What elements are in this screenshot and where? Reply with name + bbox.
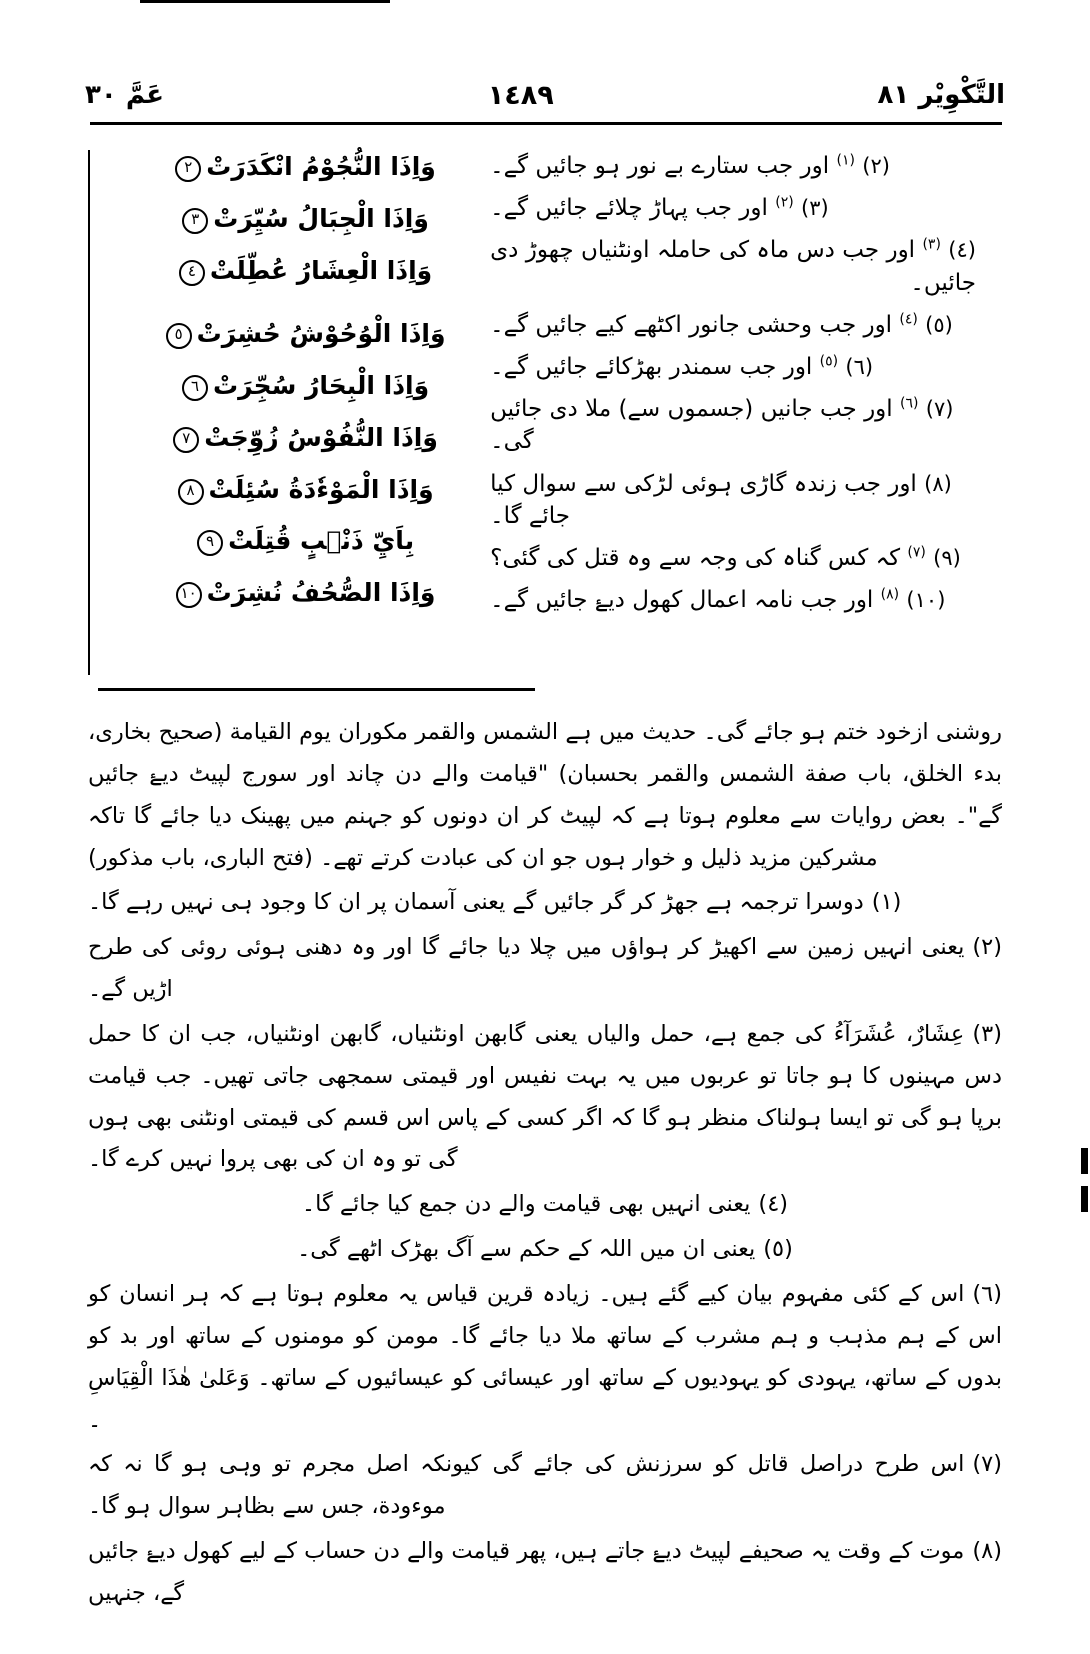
footnote-item	[88, 1274, 1002, 1441]
ayah-number: ٩	[197, 530, 223, 556]
ayah-number: ١٠	[176, 582, 202, 608]
translation-text: اور جب زندہ گاڑی ہوئی لڑکی سے سوال کیا جائے گا۔	[490, 470, 917, 529]
verse-translation-block	[88, 150, 1002, 675]
footnote-item	[88, 1229, 1002, 1271]
footnote-marker: (٢)	[972, 934, 1002, 961]
translation-verse-ref: (٧)	[925, 397, 954, 422]
commentary-divider	[98, 688, 535, 691]
footnote-text: دوسرا ترجمہ ہے جھڑ کر گر جائیں گے یعنی آسمان پر ان کا وجود ہی نہیں رہے گا۔	[88, 889, 864, 916]
translation-verse-ref: (٢)	[862, 154, 890, 178]
footnote-marker: (٤)	[758, 1191, 789, 1218]
footnote-marker: (٦)	[972, 1280, 1002, 1307]
translation-verse-ref: (٨)	[924, 471, 952, 496]
ayah-number: ٥	[166, 323, 192, 349]
translation-text: اور جب پہاڑ چلائے جائیں گے۔	[490, 195, 768, 222]
translation-text: اور جب جانیں (جسموں سے) ملا دی جائیں گی۔	[490, 396, 893, 455]
ayah-number: ٧	[173, 427, 199, 453]
ayah-text: وَاِذَا النُّجُوْمُ انْكَدَرَتْ	[206, 152, 436, 181]
translation-text: کہ کس گناہ کی وجہ سے وہ قتل کی گئی؟	[490, 544, 901, 571]
translation-row	[490, 192, 976, 224]
ayah-text: وَاِذَا الْمَوْءٗدَةُ سُئِلَتْ	[208, 474, 434, 504]
footnote-text: یعنی انہیں بھی قیامت والے دن جمع کیا جائے گا۔	[301, 1191, 751, 1218]
arabic-verses-column	[88, 150, 490, 675]
translation-row	[490, 309, 976, 341]
footnote-text: یعنی انہیں زمین سے اکھیڑ کر ہواؤں میں چلا دیا جائے گا اور وہ دھنی ہوئی روئی کی طرح اڑیں گے۔	[88, 934, 965, 1003]
running-header	[85, 72, 1005, 118]
translation-verse-ref: (٩)	[933, 545, 961, 570]
ayah-text: بِاَيِّ ذَنْۢبٍ قُتِلَتْ	[228, 526, 415, 556]
ayah-number: ٢	[175, 156, 201, 182]
footnote-item	[88, 1014, 1002, 1181]
footnote-marker: (٨)	[972, 1538, 1002, 1565]
translation-text: اور جب سمندر بھڑکائے جائیں گے۔	[490, 353, 813, 380]
translation-row	[490, 542, 976, 574]
translation-row	[490, 468, 976, 532]
ayah-text: وَاِذَا الْبِحَارُ سُجِّرَتْ	[213, 371, 430, 400]
translation-footnote-ref: (٥)	[819, 353, 839, 370]
translation-footnote-ref: (٧)	[907, 544, 926, 561]
footnote-item	[88, 927, 1002, 1011]
header-surah-label: التَّكْوِيْر ٨١	[877, 79, 1005, 110]
footnote-marker: (١)	[871, 889, 902, 916]
urdu-translation-column	[490, 150, 1002, 675]
ayah-number: ٣	[182, 208, 208, 234]
footnote-item	[88, 1531, 1002, 1615]
ayah-row	[116, 150, 490, 184]
translation-verse-ref: (٣)	[801, 196, 829, 221]
translation-verse-ref: (٦)	[845, 354, 874, 379]
ayah-text: وَاِذَا الْعِشَارُ عُطِّلَتْ	[209, 255, 433, 285]
translation-verse-ref: (٥)	[925, 312, 953, 337]
ayah-number: ٨	[178, 479, 204, 505]
translation-verse-ref: (١٠)	[906, 588, 946, 613]
footnote-text: اس طرح دراصل قاتل کو سرزنش کی جائے گی کیونکہ اصل مجرم تو وہی ہو گا نہ کہ موءودة، جس سے بظاہر سوال ہو گا۔	[88, 1451, 965, 1520]
ayah-row	[116, 369, 490, 403]
ayah-row	[116, 317, 490, 351]
header-divider	[90, 122, 1002, 125]
translation-footnote-ref: (٦)	[900, 395, 919, 412]
header-juz-label: عَمَّ ٣٠	[85, 79, 164, 110]
ayah-number: ٦	[182, 375, 208, 401]
footnote-marker: (٥)	[763, 1236, 793, 1263]
footnote-item	[88, 1444, 1002, 1528]
ayah-row	[116, 473, 490, 507]
ayah-text: وَاِذَا الْجِبَالُ سُيِّرَتْ	[213, 203, 429, 233]
translation-footnote-ref: (٤)	[899, 311, 918, 328]
translation-footnote-ref: (٨)	[880, 586, 900, 603]
translation-text: اور جب دس ماہ کی حاملہ اونٹنیاں چھوڑ دی جائیں۔	[490, 237, 976, 296]
header-page-number: ١٤٨٩	[487, 79, 554, 111]
translation-row	[490, 234, 976, 298]
translation-footnote-ref: (١)	[836, 152, 855, 169]
translation-row	[490, 351, 976, 383]
page-edge-mark	[1081, 1148, 1088, 1174]
commentary-lead-paragraph: روشنی ازخود ختم ہو جائے گی۔ حدیث میں ہے الشمس والقمر مکوران یوم القیامة (صحیح بخاری، بدء الخلق، باب صفة الشمس والقمر بحسبان) "قیامت والے دن چاند اور سورج لپیٹ دیۓ جائیں گے"۔ بعض روایات سے معلوم ہوتا ہے کہ لپیٹ کر ان دونوں کو جہنم میں پھینک دیا جائے گا تاکہ مشرکین مزید ذلیل و خوار ہوں جو ان کی عبادت کرتے تھے۔ (فتح الباری، باب مذکور)	[88, 719, 1002, 871]
ayah-text: وَاِذَا الصُّحُفُ نُشِرَتْ	[206, 578, 436, 607]
translation-footnote-ref: (٢)	[775, 194, 794, 211]
ayah-row	[116, 202, 490, 236]
footnote-text: اس کے کئی مفہوم بیان کیے گئے ہیں۔ زیادہ قرین قیاس یہ معلوم ہوتا ہے کہ ہر انسان کو اس کے ہم مذہب و ہم مشرب کے ساتھ ملا دیا جائے گا۔ مومن کو مومنوں کے ساتھ اور بد کو بدوں کے ساتھ، یہودی کو یہودیوں کے ساتھ اور عیسائی کو عیسائیوں کے ساتھ۔ وَعَلىٰ هٰذَا الْقِيَاسِ ۔	[88, 1280, 1002, 1433]
translation-verse-ref: (٤)	[948, 238, 976, 263]
ayah-row	[116, 421, 490, 455]
page-edge-mark	[1081, 1186, 1088, 1212]
footnote-marker: (٧)	[972, 1451, 1002, 1478]
footnote-text: موت کے وقت یہ صحیفے لپیٹ دیۓ جاتے ہیں، پھر قیامت والے دن حساب کے لیے کھول دیۓ جائیں گے، جنہیں	[88, 1538, 965, 1606]
commentary-section	[88, 712, 1002, 1618]
footnote-item	[88, 882, 1002, 924]
footnote-marker: (٣)	[972, 1020, 1002, 1047]
footnote-text: یعنی ان میں اللہ کے حکم سے آگ بھڑک اٹھے گی۔	[297, 1236, 756, 1263]
translation-text: اور جب نامہ اعمال کھول دیۓ جائیں گے۔	[490, 587, 874, 614]
translation-row	[490, 393, 976, 457]
ayah-row	[116, 576, 490, 610]
ayah-row	[116, 524, 490, 558]
top-rule-fragment	[140, 0, 390, 3]
ayah-row	[116, 254, 490, 288]
footnote-item	[88, 1184, 1002, 1226]
ayah-number: ٤	[179, 260, 205, 286]
footnote-text: عِشَارٌ، عُشَرَآءُ کی جمع ہے، حمل والیاں یعنی گابھن اونٹنیاں، گابھن اونٹنیاں، جب ان کا حمل دس مہینوں کا ہو جاتا تو عربوں میں یہ بہت نفیس اور قیمتی سمجھی جاتی تھیں۔ جب قیامت برپا ہو گی تو ایسا ہولناک منظر ہو گا کہ اگر کسی کے پاس اس قسم کی قیمتی اونٹنی بھی ہوں گی تو وہ ان کی بھی پروا نہیں کرے گا۔	[88, 1020, 1002, 1173]
translation-footnote-ref: (٣)	[922, 236, 941, 253]
translation-text: اور جب وحشی جانور اکٹھے کیے جائیں گے۔	[490, 311, 893, 338]
translation-row	[490, 584, 976, 616]
translation-text: اور جب ستارے بے نور ہو جائیں گے۔	[490, 153, 830, 179]
translation-row	[490, 150, 976, 182]
ayah-text: وَاِذَا النُّفُوْسُ زُوِّجَتْ	[204, 422, 438, 452]
ayah-text: وَاِذَا الْوُحُوْشُ حُشِرَتْ	[196, 319, 446, 349]
